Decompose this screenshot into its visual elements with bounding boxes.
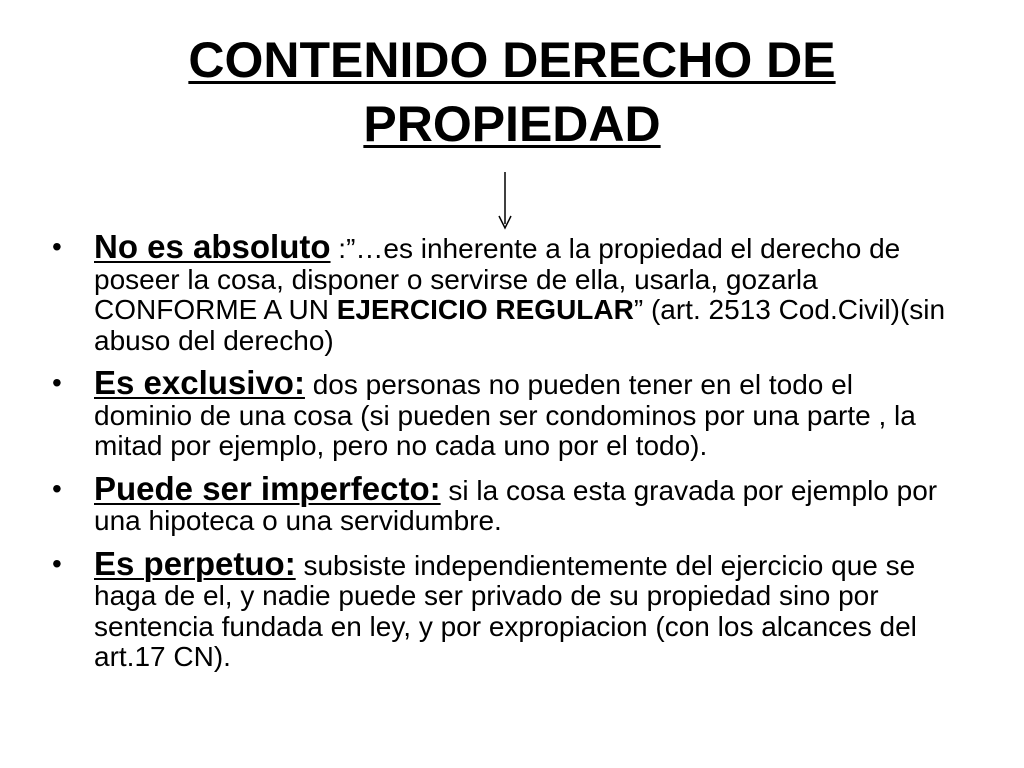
slide-title-line-1: CONTENIDO DERECHO DE	[188, 32, 836, 88]
down-arrow-icon	[495, 172, 515, 230]
bullet-text: si la cosa esta gravada por ejemplo por una hipoteca o una servidumbre.	[94, 474, 938, 536]
bullet-text: dos personas no pueden tener en el todo el dominio de una cosa (si pueden ser condominos por una parte , la mitad por ejemplo, pero no cada uno por el todo).	[94, 369, 916, 461]
bullet-text: :”…es inherente a la propiedad el derecho de poseer la cosa, disponer o servirse de ella, usarla, gozarla CONFORME A UN	[94, 233, 901, 325]
bullet-dot-icon: •	[52, 472, 62, 504]
bullet-dot-icon: •	[52, 367, 62, 398]
bullet-dot-icon: •	[52, 547, 62, 579]
bullet-dot-icon: •	[52, 231, 62, 262]
bullet-text: subsiste independientemente del ejercicio que se haga de el, y nadie puede ser privado de su propiedad sino por sentencia fundada en ley, y por expropiacion (con los alcances del art.17 CN).	[94, 549, 917, 672]
bullet-item-imperfecto	[52, 469, 952, 537]
bullet-text-tail: ” (art. 2513 Cod.Civil)(sin abuso del derecho)	[94, 294, 946, 356]
bullet-item-no-absoluto	[52, 228, 952, 356]
bullet-lead: No es absoluto	[94, 228, 331, 265]
bullet-list	[52, 228, 952, 685]
bullet-lead: Puede ser imperfecto:	[94, 469, 441, 507]
bullet-lead: Es perpetuo:	[94, 544, 296, 582]
bullet-item-perpetuo	[52, 544, 952, 673]
bullet-item-exclusivo	[52, 364, 952, 462]
bullet-lead: Es exclusivo:	[94, 364, 305, 401]
slide-title-line-2: PROPIEDAD	[363, 96, 661, 152]
bullet-emphasis: EJERCICIO REGULAR	[336, 294, 634, 325]
slide-title	[0, 28, 1024, 156]
